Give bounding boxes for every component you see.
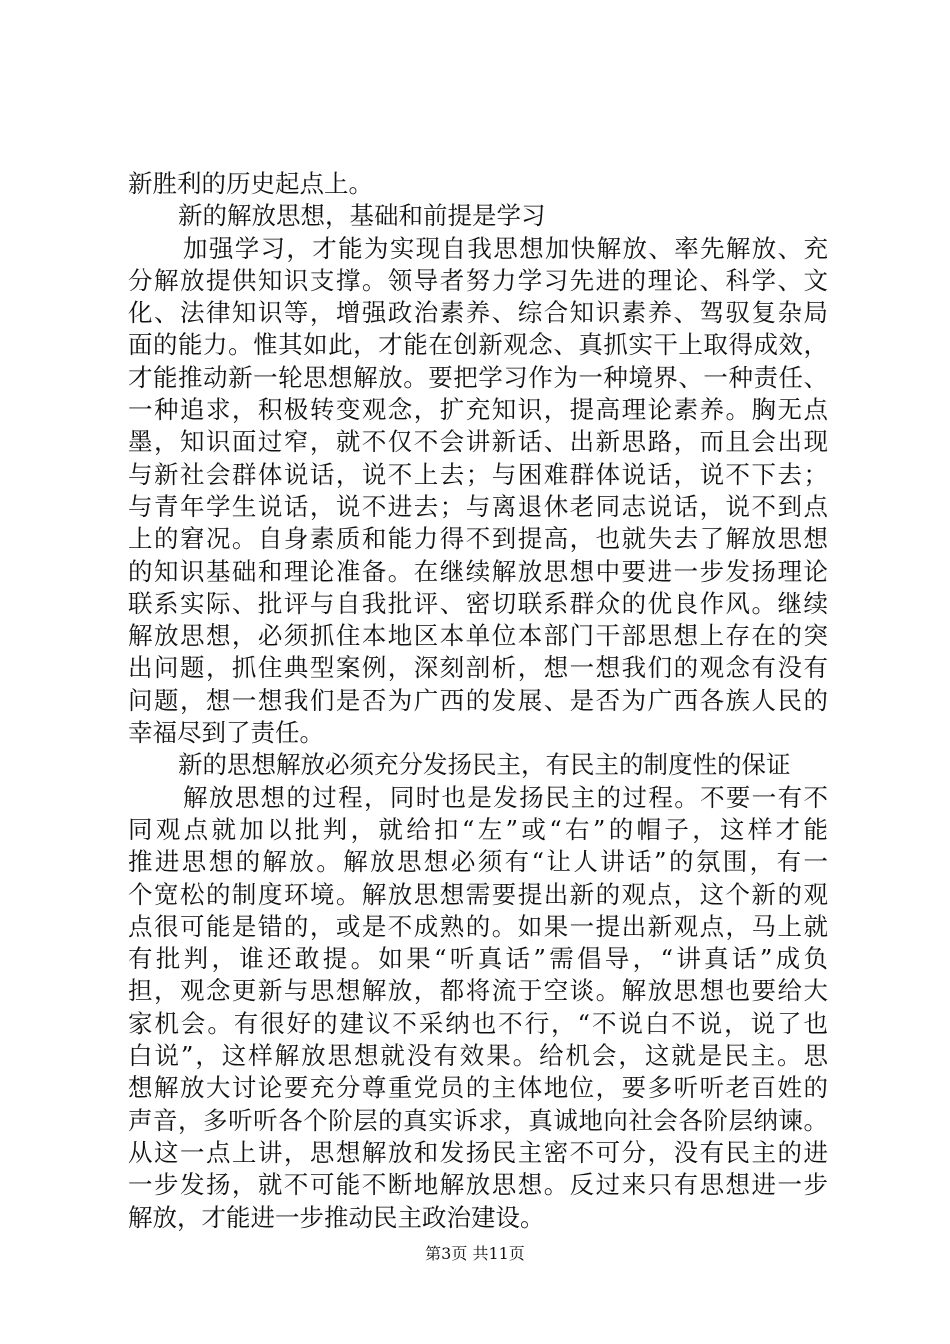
text-line: 出问题，抓住典型案例，深刻剖析，想一想我们的观念有没有 [128,653,828,683]
text-line: 解放思想的过程，同时也是发扬民主的过程。不要一有不 [183,782,828,812]
text-line: 有批判，谁还敢提。如果“听真话”需倡导，“讲真话”成负 [128,944,828,974]
text-line: 新的思想解放必须充分发扬民主，有民主的制度性的保证 [178,750,791,780]
text-line: 问题，想一想我们是否为广西的发展、是否为广西各族人民的 [128,685,828,715]
text-line: 推进思想的解放。解放思想必须有“让人讲话”的氛围，有一 [128,847,828,877]
text-line: 点很可能是错的，或是不成熟的。如果一提出新观点，马上就 [128,911,828,941]
text-line: 与新社会群体说话，说不上去；与困难群体说话，说不下去； [128,459,828,489]
text-line: 一种追求，积极转变观念，扩充知识，提高理论素养。胸无点 [128,395,828,425]
text-line: 担，观念更新与思想解放，都将流于空谈。解放思想也要给大 [128,976,828,1006]
text-line: 分解放提供知识支撑。领导者努力学习先进的理论、科学、文 [128,265,828,295]
text-line: 的知识基础和理论准备。在继续解放思想中要进一步发扬理论 [128,556,828,586]
text-line: 加强学习，才能为实现自我思想加快解放、率先解放、充 [183,233,828,263]
text-line: 才能推动新一轮思想解放。要把学习作为一种境界、一种责任、 [128,362,828,392]
text-line: 新胜利的历史起点上。 [128,169,373,198]
paragraph [128,782,828,1234]
document-body [128,168,828,1234]
text-line: 面的能力。惟其如此，才能在创新观念、真抓实干上取得成效， [128,330,828,360]
text-line: 解放思想，必须抓住本地区本单位本部门干部思想上存在的突 [128,621,828,651]
text-line: 声音，多听听各个阶层的真实诉求，真诚地向社会各阶层纳谏。 [128,1105,828,1135]
page-number-label: 第3页 共11页 [425,1244,525,1263]
page-footer [0,1244,950,1264]
text-line: 想解放大讨论要充分尊重党员的主体地位，要多听听老百姓的 [128,1073,828,1103]
text-line: 解放，才能进一步推动民主政治建设。 [128,1202,545,1232]
text-line: 新的解放思想，基础和前提是学习 [178,201,546,231]
section-subheading [128,200,828,232]
text-line: 与青年学生说话，说不进去；与离退休老同志说话，说不到点 [128,491,828,521]
text-line: 同观点就加以批判，就给扣“左”或“右”的帽子，这样才能 [128,814,828,844]
section-subheading [128,749,828,781]
text-line: 一步发扬，就不可能不断地解放思想。反过来只有思想进一步 [128,1170,828,1200]
text-line: 墨，知识面过窄，就不仅不会讲新话、出新思路，而且会出现 [128,427,828,457]
text-line: 幸福尽到了责任。 [128,718,324,748]
paragraph [128,233,828,750]
text-line: 家机会。有很好的建议不采纳也不行，“不说白不说，说了也 [128,1008,828,1038]
text-line: 化、法律知识等，增强政治素养、综合知识素养、驾驭复杂局 [128,298,828,328]
text-line: 从这一点上讲，思想解放和发扬民主密不可分，没有民主的进 [128,1137,828,1167]
text-line: 上的窘况。自身素质和能力得不到提高，也就失去了解放思想 [128,524,828,554]
text-line: 白说”，这样解放思想就没有效果。给机会，这就是民主。思 [128,1041,828,1071]
text-line: 联系实际、批评与自我批评、密切联系群众的优良作风。继续 [128,588,828,618]
paragraph [128,168,828,200]
text-line: 个宽松的制度环境。解放思想需要提出新的观点，这个新的观 [128,879,828,909]
